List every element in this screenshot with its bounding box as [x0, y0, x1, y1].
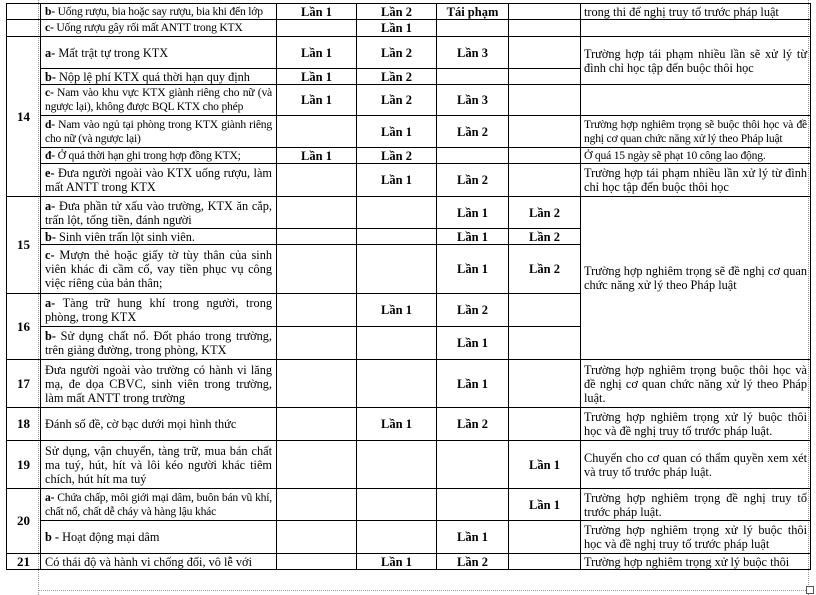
level-4-cell	[509, 148, 581, 164]
violation-cell	[41, 360, 277, 408]
table-row	[7, 37, 811, 69]
level-2-cell: Lần 1	[357, 116, 437, 148]
table-row	[7, 4, 811, 20]
level-4-cell: Lần 2	[509, 197, 581, 229]
level-1-cell: Lần 1	[277, 148, 357, 164]
level-3-cell: Lần 1	[437, 360, 509, 408]
item-label: c-	[45, 86, 54, 99]
level-2-cell: Lần 1	[357, 294, 437, 327]
level-3-cell	[437, 148, 509, 164]
level-3-cell: Lần 2	[437, 164, 509, 197]
violation-cell	[41, 85, 277, 116]
note-cell: Trường hợp nghiêm trọng sẽ đề nghị cơ quan chức năng xử lý theo Pháp luật	[581, 197, 811, 360]
level-3-cell: Lần 1	[437, 197, 509, 229]
violation-cell	[41, 245, 277, 294]
note-cell: Trường hợp nghiêm trọng xử lý buộc thôi học và đề nghị truy tố trước pháp luật.	[581, 408, 811, 441]
level-4-cell	[509, 85, 581, 116]
item-label: c-	[45, 21, 54, 34]
level-2-cell	[357, 521, 437, 554]
violation-text: Mất trật tự trong KTX	[58, 45, 169, 60]
level-2-cell	[357, 360, 437, 408]
item-label: b -	[45, 530, 60, 544]
note-cell: Trường hợp tái phạm nhiều lần sẽ xử lý từ đình chỉ học tập đến buộc thôi học	[581, 37, 811, 85]
level-2-cell: Lần 1	[357, 164, 437, 197]
level-1-cell: Lần 1	[277, 85, 357, 116]
violation-text: Nam vào ngủ tại phòng trong KTX giành riêng cho nữ (và ngược lại)	[45, 117, 272, 145]
level-2-cell	[357, 489, 437, 521]
violation-text: Nam vào khu vực KTX giành riêng cho nữ (và ngược lại), không được BQL KTX cho phép	[45, 86, 272, 113]
level-1-cell	[277, 554, 357, 570]
item-label: b-	[45, 4, 55, 18]
row-number: 20	[7, 489, 41, 554]
row-number: 16	[7, 294, 41, 360]
level-2-cell: Lần 2	[357, 69, 437, 85]
level-2-cell: Lần 1	[357, 408, 437, 441]
violation-cell	[41, 164, 277, 197]
level-4-cell	[509, 360, 581, 408]
table-row	[7, 197, 811, 229]
level-2-cell	[357, 229, 437, 245]
level-1-cell	[277, 245, 357, 294]
table-row	[7, 116, 811, 148]
violation-cell	[41, 37, 277, 69]
level-1-cell	[277, 116, 357, 148]
level-3-cell: Lần 2	[437, 116, 509, 148]
violation-cell	[41, 408, 277, 441]
table-row	[7, 489, 811, 521]
violation-cell	[41, 327, 277, 360]
item-label: đ-	[45, 148, 55, 162]
level-4-cell	[509, 164, 581, 197]
violation-cell	[41, 148, 277, 164]
violation-cell	[41, 554, 277, 570]
item-label: c-	[45, 248, 55, 262]
level-1-cell	[277, 294, 357, 327]
note-cell: trong thi để nghị truy tố trước pháp luật	[581, 4, 811, 20]
level-4-cell: Lần 2	[509, 229, 581, 245]
row-number: 18	[7, 408, 41, 441]
level-3-cell: Lần 2	[437, 554, 509, 570]
item-label: a-	[45, 296, 56, 310]
level-4-cell	[509, 20, 581, 37]
level-1-cell	[277, 327, 357, 360]
item-label: d-	[45, 117, 55, 131]
level-4-cell: Lần 1	[509, 489, 581, 521]
level-3-cell: Tái phạm	[437, 4, 509, 20]
level-3-cell: Lần 3	[437, 37, 509, 69]
item-label: b-	[45, 69, 56, 84]
level-4-cell	[509, 4, 581, 20]
level-4-cell	[509, 37, 581, 69]
note-cell	[581, 20, 811, 37]
violation-text: Có thái độ và hành vi chống đối, vô lễ với	[45, 554, 252, 569]
violation-text: Chứa chấp, môi giới mại dâm, buôn bán vũ khí, chất nổ, chất dễ cháy và hàng lậu khác	[45, 490, 272, 518]
level-4-cell: Lần 2	[509, 245, 581, 294]
violation-text: Uống rượu, bia hoặc say rượu, bia khi đến lớp	[57, 4, 263, 18]
level-3-cell: Lần 1	[437, 521, 509, 554]
level-3-cell: Lần 2	[437, 294, 509, 327]
note-cell: Trường hợp tái phạm nhiều lần xử lý từ đình chỉ học tập đến buộc thôi học	[581, 164, 811, 197]
violation-cell	[41, 69, 277, 85]
level-2-cell: Lần 1	[357, 20, 437, 37]
violation-cell	[41, 489, 277, 521]
table-row	[7, 85, 811, 116]
row-number: 15	[7, 197, 41, 294]
level-3-cell	[437, 20, 509, 37]
row-number	[7, 20, 41, 37]
level-1-cell	[277, 20, 357, 37]
row-number: 19	[7, 441, 41, 489]
item-label: a-	[45, 490, 55, 504]
table-row	[7, 148, 811, 164]
violation-text: Đưa người ngoài vào trường có hành vi lăng mạ, đe dọa CBVC, sinh viên trong trường, làm mất ANTT trong trường	[45, 362, 272, 405]
level-2-cell	[357, 245, 437, 294]
violation-cell	[41, 521, 277, 554]
item-label: b-	[45, 329, 56, 343]
violation-cell	[41, 197, 277, 229]
level-4-cell	[509, 69, 581, 85]
violation-cell	[41, 20, 277, 37]
row-number: 17	[7, 360, 41, 408]
violation-text: Nộp lệ phí KTX quá thời hạn quy định	[59, 69, 250, 84]
discipline-table	[6, 3, 811, 570]
level-3-cell	[437, 489, 509, 521]
table-row	[7, 521, 811, 554]
table-row	[7, 164, 811, 197]
violation-text: Đánh số đề, cờ bạc dưới mọi hình thức	[45, 417, 237, 431]
level-2-cell: Lần 2	[357, 37, 437, 69]
level-1-cell	[277, 408, 357, 441]
item-label: b-	[45, 229, 56, 244]
level-4-cell	[509, 116, 581, 148]
level-2-cell	[357, 327, 437, 360]
table-row	[7, 441, 811, 489]
level-3-cell	[437, 69, 509, 85]
level-4-cell	[509, 408, 581, 441]
margin-guide-bottom	[38, 590, 808, 591]
level-4-cell: Lần 1	[509, 441, 581, 489]
table-row	[7, 20, 811, 37]
level-1-cell	[277, 197, 357, 229]
table-row	[7, 408, 811, 441]
level-2-cell: Lần 2	[357, 85, 437, 116]
note-cell: Trường hợp nghiêm trọng xử lý buộc thôi	[581, 554, 811, 570]
level-4-cell	[509, 294, 581, 327]
row-number: 21	[7, 554, 41, 570]
item-label: a-	[45, 45, 56, 60]
level-4-cell	[509, 521, 581, 554]
level-1-cell	[277, 521, 357, 554]
resize-handle[interactable]	[806, 586, 814, 594]
level-2-cell	[357, 197, 437, 229]
level-3-cell	[437, 441, 509, 489]
level-1-cell: Lần 1	[277, 69, 357, 85]
note-cell: Trường hợp nghiêm trọng xử lý buộc thôi học và đề nghị truy tố trước pháp luật	[581, 521, 811, 554]
table-row	[7, 554, 811, 570]
violation-text: Uống rượu gây rối mất ANTT trong KTX	[56, 21, 243, 34]
note-cell: Trường hợp nghiêm trọng buộc thôi học và đề nghị cơ quan chức năng xử lý theo Pháp luật.	[581, 360, 811, 408]
violation-text: Tàng trữ hung khí trong người, trong phòng, trong KTX	[45, 296, 272, 324]
violation-text: Mượn thẻ hoặc giấy tờ tùy thân của sinh viên khác đi cầm cố, vay tiền phục vụ công việc riêng của bản thân;	[45, 248, 272, 290]
violation-text: Đưa phần tử xấu vào trường, KTX ăn cắp, trấn lột, tống tiền, đánh người	[45, 198, 272, 227]
level-1-cell	[277, 360, 357, 408]
note-cell	[581, 85, 811, 116]
violation-text: Sử dụng chất nổ. Đốt pháo trong trường, trên giảng đường, trong phòng, KTX	[45, 329, 272, 357]
table-row	[7, 360, 811, 408]
note-cell: Trường hợp nghiêm trọng sẽ buộc thôi học và đề nghị cơ quan chức năng xử lý theo Pháp luật	[581, 116, 811, 148]
level-1-cell	[277, 164, 357, 197]
level-3-cell: Lần 2	[437, 408, 509, 441]
level-2-cell: Lần 2	[357, 4, 437, 20]
item-label: a-	[45, 198, 56, 213]
level-1-cell	[277, 441, 357, 489]
level-4-cell	[509, 554, 581, 570]
violation-cell	[41, 294, 277, 327]
row-number	[7, 4, 41, 20]
level-1-cell: Lần 1	[277, 4, 357, 20]
violation-cell	[41, 4, 277, 20]
violation-cell	[41, 441, 277, 489]
level-3-cell: Lần 1	[437, 327, 509, 360]
level-3-cell: Lần 3	[437, 85, 509, 116]
level-1-cell: Lần 1	[277, 37, 357, 69]
note-cell: Chuyển cho cơ quan có thẩm quyền xem xét và truy tố trước pháp luật.	[581, 441, 811, 489]
level-1-cell	[277, 229, 357, 245]
row-number: 14	[7, 37, 41, 197]
item-label: e-	[45, 166, 55, 180]
level-2-cell	[357, 441, 437, 489]
note-cell: Trường hợp nghiêm trọng đề nghị truy tố trước pháp luật.	[581, 489, 811, 521]
level-3-cell: Lần 1	[437, 229, 509, 245]
level-2-cell: Lần 2	[357, 148, 437, 164]
level-4-cell	[509, 327, 581, 360]
violation-text: Ở quá thời hạn ghi trong hợp đồng KTX;	[57, 148, 241, 162]
violation-cell	[41, 116, 277, 148]
violation-text: Đưa người ngoài vào KTX uống rượu, làm mất ANTT trong KTX	[45, 166, 272, 194]
note-cell: Ở quá 15 ngày sẽ phạt 10 công lao động.	[581, 148, 811, 164]
violation-cell	[41, 229, 277, 245]
violation-text: Sinh viên trấn lột sinh viên.	[59, 229, 195, 244]
level-3-cell: Lần 1	[437, 245, 509, 294]
violation-text: Hoạt động mại dâm	[62, 530, 160, 544]
violation-text: Sử dụng, vận chuyển, tàng trữ, mua bán chất ma tuý, hút, hít và lôi kéo người khác tiêm chích, hút hít ma tuý	[45, 443, 272, 486]
level-2-cell: Lần 1	[357, 554, 437, 570]
level-1-cell	[277, 489, 357, 521]
